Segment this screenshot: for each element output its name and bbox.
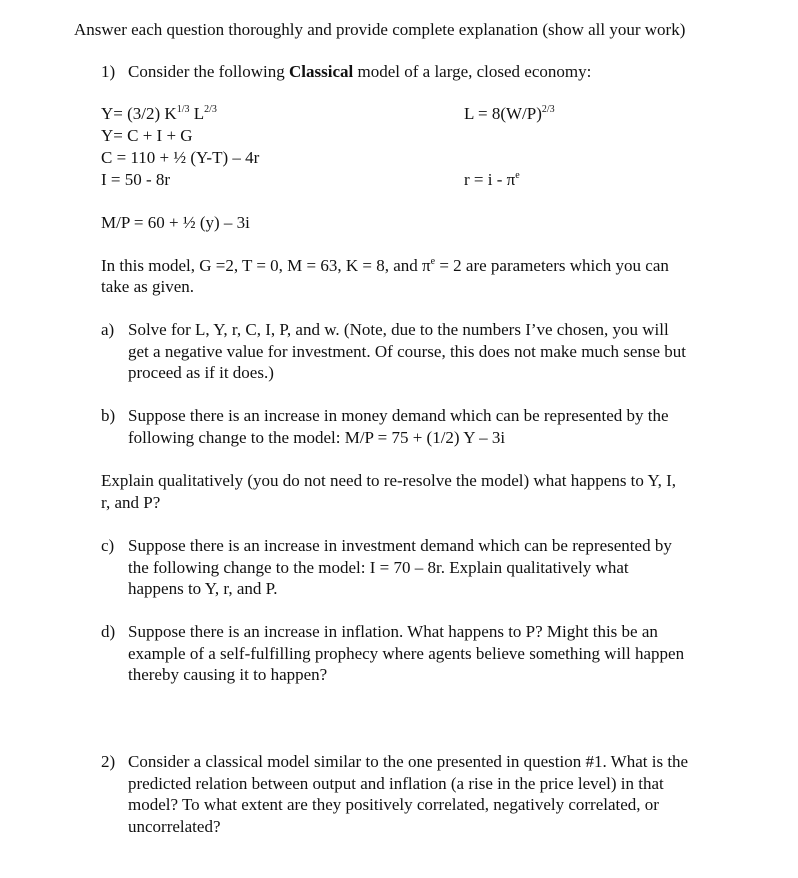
- eq-y-mid: L: [189, 104, 205, 123]
- question-2-line-4: uncorrelated?: [128, 817, 221, 836]
- equation-labor: [464, 103, 555, 125]
- q1-intro-after: model of a large, closed economy:: [353, 62, 592, 81]
- part-b-line-1: Suppose there is an increase in money demand which can be represented by the: [128, 406, 669, 425]
- q1-intro-before: Consider the following: [128, 62, 290, 81]
- eq-l-base: L = 8(W/P): [464, 104, 542, 123]
- eq-l-exp: 2/3: [541, 104, 555, 115]
- eq-y-exp2: 2/3: [204, 104, 217, 115]
- part-d-label: d): [101, 622, 116, 641]
- params-b: = 2 are parameters which you can: [435, 256, 669, 275]
- equation-consumption: C = 110 + ½ (Y-T) – 4r: [101, 148, 260, 167]
- equation-money-demand: M/P = 60 + ½ (y) – 3i: [101, 213, 250, 232]
- question-1-intro: [128, 61, 591, 83]
- part-c-line-3: happens to Y, r, and P.: [128, 579, 278, 598]
- explain-line-2: r, and P?: [101, 493, 161, 512]
- parameters-line-2: take as given.: [101, 277, 194, 296]
- question-2-line-1: Consider a classical model similar to the one presented in question #1. What is the: [128, 752, 689, 771]
- part-c-line-2: the following change to the model: I = 70 – 8r. Explain qualitatively what: [128, 558, 629, 577]
- question-2-line-3: model? To what extent are they positively correlated, negatively correlated, or: [128, 795, 659, 814]
- eq-r-base: r = i - π: [464, 170, 516, 189]
- part-b-label: b): [101, 406, 116, 425]
- part-d-line-3: thereby causing it to happen?: [128, 665, 328, 684]
- parameters-line-1: [101, 255, 669, 277]
- instructions-text: Answer each question thoroughly and provide complete explanation (show all your work): [74, 20, 686, 39]
- params-exp: e: [430, 256, 436, 267]
- equation-investment: I = 50 - 8r: [101, 170, 171, 189]
- question-1-number: 1): [101, 62, 116, 81]
- part-d-line-2: example of a self-fulfilling prophecy where agents believe something will happen: [128, 644, 685, 663]
- part-d-line-1: Suppose there is an increase in inflation. What happens to P? Might this be an: [128, 622, 658, 641]
- params-a: In this model, G =2, T = 0, M = 63, K = 8, and π: [101, 256, 431, 275]
- part-a-line-3: proceed as if it does.): [128, 363, 274, 382]
- question-2-number: 2): [101, 752, 116, 771]
- eq-r-exp: e: [515, 170, 520, 181]
- part-b-line-2: following change to the model: M/P = 75 + (1/2) Y – 3i: [128, 428, 506, 447]
- q1-intro-bold: Classical: [289, 62, 354, 81]
- eq-y-base: Y= (3/2) K: [101, 104, 177, 123]
- part-c-line-1: Suppose there is an increase in investment demand which can be represented by: [128, 536, 672, 555]
- part-a-line-2: get a negative value for investment. Of course, this does not make much sense but: [128, 342, 687, 361]
- part-c-label: c): [101, 536, 115, 555]
- eq-y-exp1: 1/3: [176, 104, 190, 115]
- part-a-label: a): [101, 320, 115, 339]
- equation-production: [101, 103, 217, 125]
- equation-income-identity: Y= C + I + G: [101, 126, 193, 145]
- question-2-line-2: predicted relation between output and inflation (a rise in the price level) in that: [128, 774, 664, 793]
- equation-real-rate: [464, 169, 520, 191]
- part-a-line-1: Solve for L, Y, r, C, I, P, and w. (Note, due to the numbers I’ve chosen, you will: [128, 320, 669, 339]
- explain-line-1: Explain qualitatively (you do not need to re-resolve the model) what happens to Y, I,: [101, 471, 677, 490]
